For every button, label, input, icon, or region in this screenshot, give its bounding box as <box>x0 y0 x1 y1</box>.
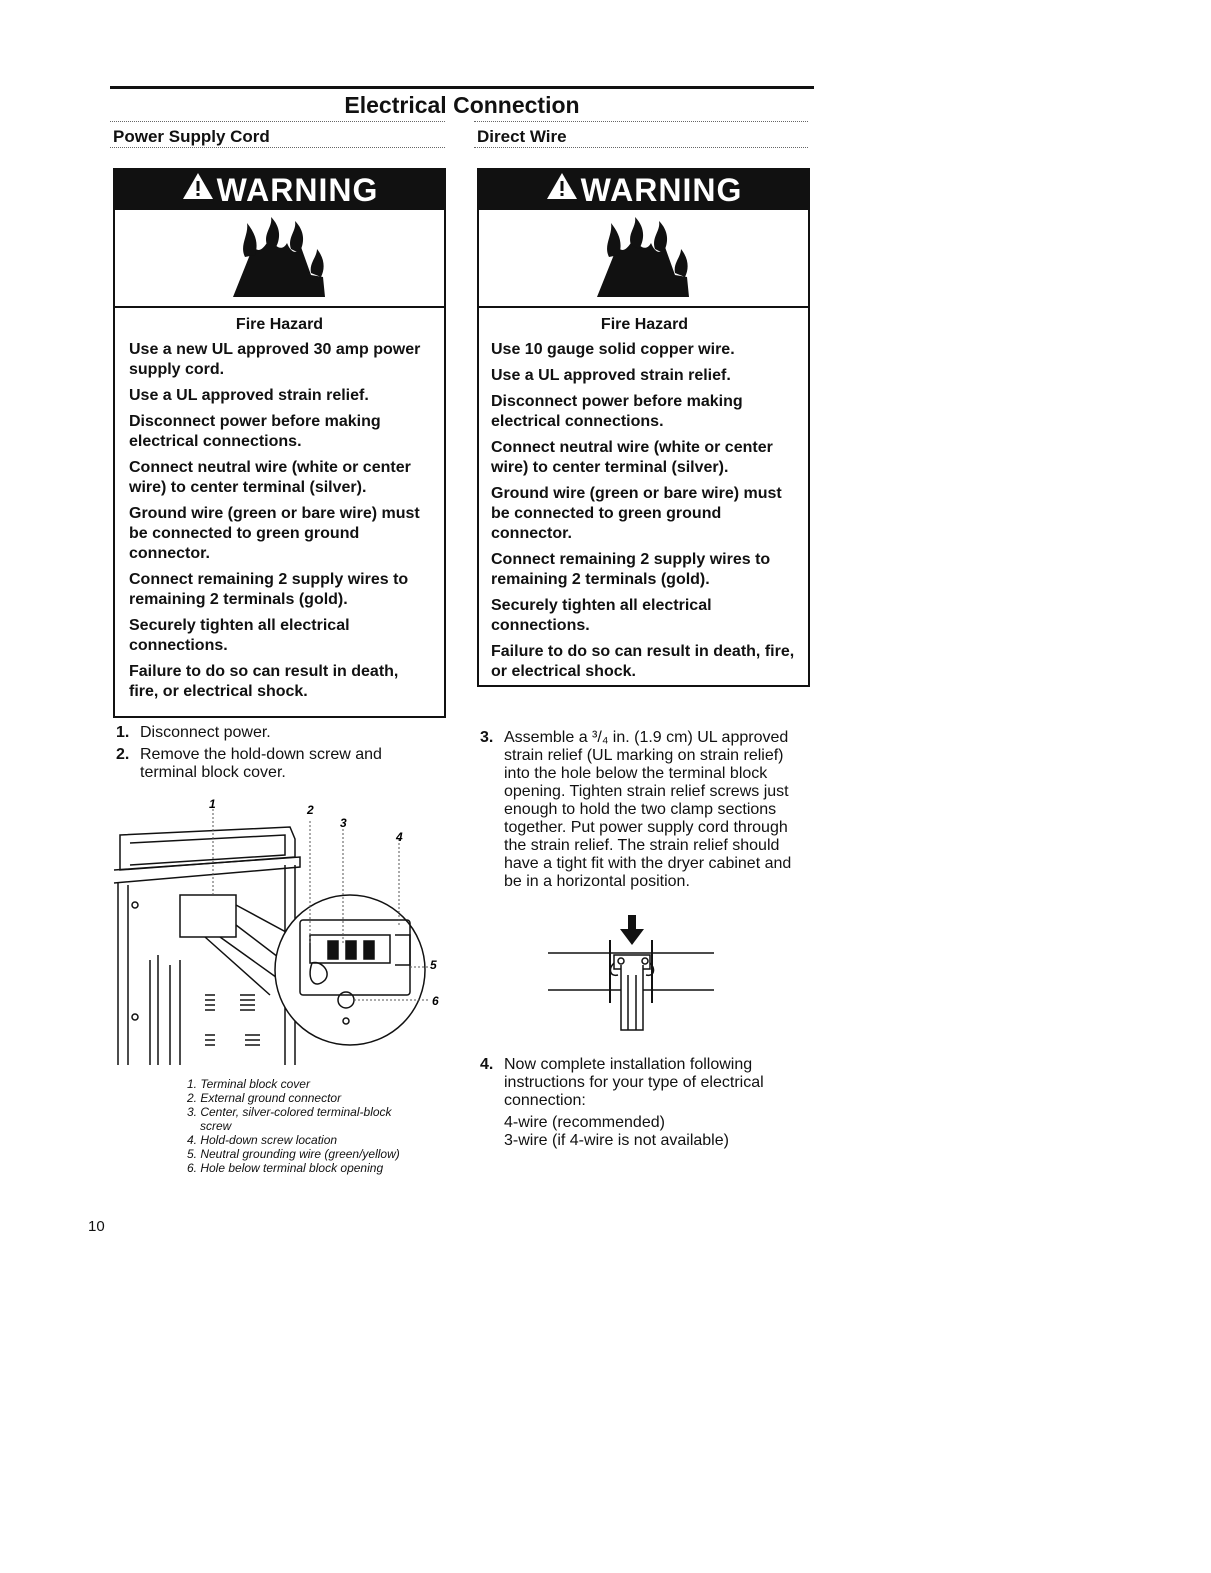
terminal-block-diagram <box>110 795 450 1070</box>
caption-item: 4. Hold-down screw location <box>187 1133 338 1147</box>
option-3-wire: 3-wire (if 4-wire is not available) <box>504 1132 729 1149</box>
callout-2: 2 <box>307 803 314 817</box>
warning-item: Ground wire (green or bare wire) must be connected to green ground connector. <box>129 505 420 562</box>
warning-item: Disconnect power before making electrical connections. <box>129 413 381 450</box>
page-number: 10 <box>88 1218 105 1235</box>
caption-item: 3. Center, silver-colored terminal-block <box>187 1105 392 1119</box>
figure-captions <box>187 1077 400 1175</box>
warning-header <box>115 170 444 210</box>
warning-item: Failure to do so can result in death, fire, or electrical shock. <box>491 643 795 680</box>
hazard-title: Fire Hazard <box>600 316 689 333</box>
step-number: 3. <box>480 729 494 746</box>
fire-hazard-icon <box>115 210 444 308</box>
warning-header <box>479 170 808 210</box>
callout-3: 3 <box>340 816 347 830</box>
strain-relief-diagram <box>548 915 714 1040</box>
step-text: Now complete installation following instructions for your type of electrical connection: <box>504 1056 764 1109</box>
page-title: Electrical Connection <box>344 92 580 118</box>
warning-label: WARNING <box>216 171 379 208</box>
warning-item: Ground wire (green or bare wire) must be connected to green ground connector. <box>491 485 782 542</box>
divider <box>474 147 808 148</box>
warning-item: Use a UL approved strain relief. <box>491 367 731 384</box>
step-text: Remove the hold-down screw and terminal block cover. <box>140 746 382 781</box>
step-4 <box>480 1056 800 1150</box>
caption-item: screw <box>200 1119 232 1133</box>
divider <box>110 121 445 122</box>
warning-box-power-supply-cord <box>113 168 446 718</box>
warning-triangle-icon <box>545 171 579 209</box>
warning-item: Connect remaining 2 supply wires to remaining 2 terminals (gold). <box>129 571 409 608</box>
divider <box>474 121 808 122</box>
callout-1: 1 <box>209 797 216 811</box>
warning-triangle-icon <box>181 171 215 209</box>
warning-item: Connect neutral wire (white or center wire) to center terminal (silver). <box>129 459 411 496</box>
hazard-title: Fire Hazard <box>235 316 324 333</box>
divider <box>110 147 445 148</box>
fire-hazard-icon <box>479 210 808 308</box>
callout-6: 6 <box>432 994 439 1008</box>
option-4-wire: 4-wire (recommended) <box>504 1114 665 1131</box>
step-3 <box>480 729 802 891</box>
section-heading-power-supply-cord: Power Supply Cord <box>113 127 270 146</box>
step-2 <box>116 746 416 782</box>
warning-item: Securely tighten all electrical connections. <box>129 617 350 654</box>
step-number: 1. <box>116 724 130 741</box>
top-rule <box>110 86 814 89</box>
warning-text <box>129 340 430 702</box>
warning-item: Use 10 gauge solid copper wire. <box>491 341 735 358</box>
caption-item: 2. External ground connector <box>187 1091 342 1105</box>
warning-box-direct-wire <box>477 168 810 687</box>
arrow-down-icon <box>620 915 644 945</box>
warning-item: Use a new UL approved 30 amp power supply cord. <box>129 341 421 378</box>
caption-item: 5. Neutral grounding wire (green/yellow) <box>187 1147 400 1161</box>
warning-item: Disconnect power before making electrical connections. <box>491 393 743 430</box>
caption-item: 6. Hole below terminal block opening <box>187 1161 384 1175</box>
warning-label: WARNING <box>580 171 743 208</box>
callout-4: 4 <box>396 830 403 844</box>
step-number: 2. <box>116 746 130 763</box>
warning-item: Connect remaining 2 supply wires to remaining 2 terminals (gold). <box>491 551 771 588</box>
step-1 <box>116 724 436 742</box>
section-heading-direct-wire: Direct Wire <box>477 127 567 146</box>
warning-item: Connect neutral wire (white or center wire) to center terminal (silver). <box>491 439 773 476</box>
step-text: Assemble a ³/₄ in. (1.9 cm) UL approved strain relief (UL marking on strain relief) into the hole below the terminal block opening. Tighten strain relief screws just enough to hold the two clamp sections together. Put power supply cord through the strain relief. The strain relief should have a tight fit with the dryer cabinet and be in a horizontal position. <box>504 729 792 890</box>
caption-item: 1. Terminal block cover <box>187 1077 310 1091</box>
warning-item: Use a UL approved strain relief. <box>129 387 369 404</box>
callout-5: 5 <box>430 958 437 972</box>
warning-text <box>491 340 798 682</box>
warning-item: Failure to do so can result in death, fire, or electrical shock. <box>129 663 399 700</box>
step-number: 4. <box>480 1056 494 1073</box>
step-text: Disconnect power. <box>140 724 271 741</box>
warning-item: Securely tighten all electrical connections. <box>491 597 712 634</box>
